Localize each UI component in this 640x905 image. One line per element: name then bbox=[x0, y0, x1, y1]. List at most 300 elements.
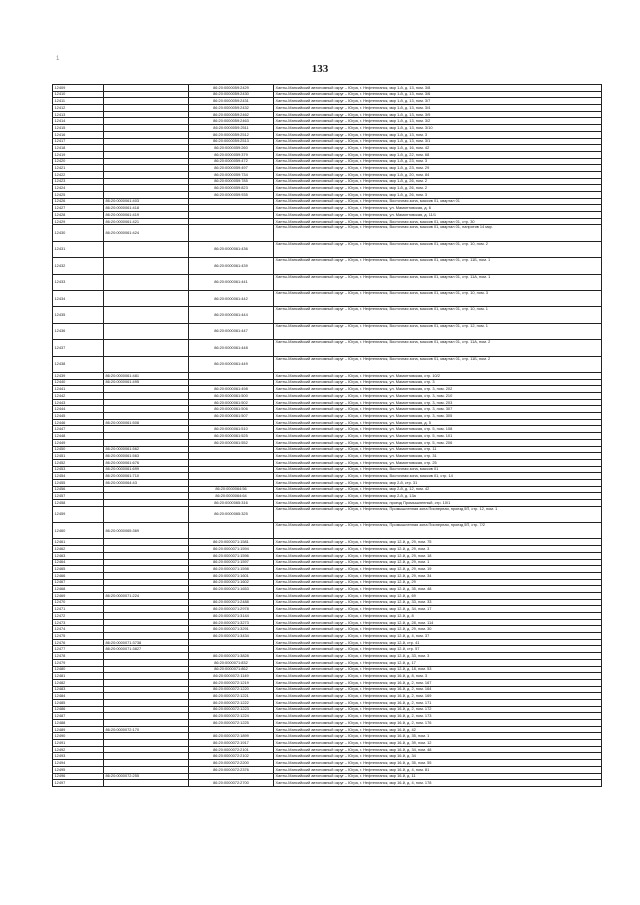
land-plot-cadastral-number bbox=[104, 579, 189, 586]
table-row bbox=[53, 552, 602, 559]
premises-cadastral-number: 86:20:0000059:2429 bbox=[189, 85, 274, 92]
premises-cadastral-number bbox=[189, 466, 274, 473]
premises-cadastral-number: 86:20:0000061:441 bbox=[189, 274, 274, 290]
row-number: 12443 bbox=[53, 399, 104, 406]
premises-cadastral-number: 86:20:0000071:1596 bbox=[189, 552, 274, 559]
address-cell: Ханты-Мансийский автономный округ – Югра, г. Нефтеюганск, мкр 1-й, д. 13, пом. 3/9 bbox=[274, 111, 602, 118]
premises-cadastral-number: 86:20:0000072:1221 bbox=[189, 693, 274, 700]
row-number: 12464 bbox=[53, 559, 104, 566]
address-cell: Ханты-Мансийский автономный округ – Югра, г. Нефтеюганск, мкр 12-й, д. 34, пом. 17 bbox=[274, 606, 602, 613]
land-plot-cadastral-number bbox=[104, 165, 189, 172]
table-row bbox=[53, 158, 602, 165]
table-row bbox=[53, 479, 602, 486]
land-plot-cadastral-number bbox=[104, 185, 189, 192]
land-plot-cadastral-number: 86:20:0000061:563 bbox=[104, 453, 189, 460]
address-cell: Ханты-Мансийский автономный округ – Югра, г. Нефтеюганск, Восточная зона, массив 01, квартал 01, стр. 10, пом. 1 bbox=[274, 307, 602, 323]
address-cell: Ханты-Мансийский автономный округ – Югра, г. Нефтеюганск, мкр 12-й, д. 8 bbox=[274, 613, 602, 620]
address-cell: Ханты-Мансийский автономный округ – Югра, г. Нефтеюганск, мкр 1-й, д. 26, пом. 3 bbox=[274, 192, 602, 199]
premises-cadastral-number: 86:20:0000059:2513 bbox=[189, 138, 274, 145]
row-number: 12484 bbox=[53, 693, 104, 700]
row-number: 12462 bbox=[53, 546, 104, 553]
land-plot-cadastral-number bbox=[104, 500, 189, 507]
address-cell: Ханты-Мансийский автономный округ – Югра, г. Нефтеюганск, мкр 2-й, стр. 31 bbox=[274, 479, 602, 486]
address-cell: Ханты-Мансийский автономный округ – Югра, г. Нефтеюганск, мкр 16-й, д. 2, пом. 167 bbox=[274, 679, 602, 686]
table-row bbox=[53, 679, 602, 686]
table-row bbox=[53, 666, 602, 673]
premises-cadastral-number bbox=[189, 218, 274, 225]
row-number: 12491 bbox=[53, 740, 104, 747]
table-row bbox=[53, 105, 602, 112]
address-cell: Ханты-Мансийский автономный округ – Югра, г. Нефтеюганск, мкр 1-й, д. 13, пом. 3 bbox=[274, 131, 602, 138]
table-row bbox=[53, 406, 602, 413]
address-cell: Ханты-Мансийский автономный округ – Югра, г. Нефтеюганск, мкр 16-й, д. 4, пом. 81 bbox=[274, 766, 602, 773]
address-cell: Ханты-Мансийский автономный округ – Югра, г. Нефтеюганск, ул. Мамонтовская, д. 11/1 bbox=[274, 212, 602, 219]
table-row bbox=[53, 393, 602, 400]
row-number: 12472 bbox=[53, 613, 104, 620]
table-row bbox=[53, 572, 602, 579]
row-number: 12420 bbox=[53, 158, 104, 165]
premises-cadastral-number: 86:20:0000059:785 bbox=[189, 178, 274, 185]
page-number: 133 bbox=[311, 63, 329, 75]
land-plot-cadastral-number bbox=[104, 413, 189, 420]
row-number: 12456 bbox=[53, 486, 104, 493]
land-plot-cadastral-number: 86:20:0000061:419 bbox=[104, 212, 189, 219]
row-number: 12411 bbox=[53, 98, 104, 105]
land-plot-cadastral-number: 86:20:0000061:508 bbox=[104, 419, 189, 426]
land-plot-cadastral-number bbox=[104, 539, 189, 546]
land-plot-cadastral-number bbox=[104, 633, 189, 640]
table-row bbox=[53, 111, 602, 118]
premises-cadastral-number: 86:20:0000072:1223 bbox=[189, 706, 274, 713]
address-cell: Ханты-Мансийский автономный округ – Югра, г. Нефтеюганск, мкр 16-й, д. 2, пом. 169 bbox=[274, 693, 602, 700]
address-cell: Ханты-Мансийский автономный округ – Югра, г. Нефтеюганск, мкр 16-й, д. 2, пом. 164 bbox=[274, 686, 602, 693]
address-cell: Ханты-Мансийский автономный округ – Югра, г. Нефтеюганск, мкр 1-й, д. 13, пом. 3/7 bbox=[274, 98, 602, 105]
row-number: 12413 bbox=[53, 111, 104, 118]
land-plot-cadastral-number: 86:20:0000071:224 bbox=[104, 592, 189, 599]
land-plot-cadastral-number bbox=[104, 323, 189, 339]
address-cell: Ханты-Мансийский автономный округ – Югра, г. Нефтеюганск, мкр 1-й, д. 13, пом. 3/4 bbox=[274, 105, 602, 112]
premises-cadastral-number: 86:20:0000071:1653 bbox=[189, 586, 274, 593]
table-row bbox=[53, 205, 602, 212]
row-number: 12470 bbox=[53, 599, 104, 606]
address-cell: Ханты-Мансийский автономный округ – Югра, г. Нефтеюганск, мкр 1-й, д. 23, пом. 3 bbox=[274, 158, 602, 165]
row-number: 12455 bbox=[53, 479, 104, 486]
table-row bbox=[53, 626, 602, 633]
table-row bbox=[53, 165, 602, 172]
row-number: 12485 bbox=[53, 699, 104, 706]
address-cell: Ханты-Мансийский автономный округ – Югра, г. Нефтеюганск, Восточная зона, массив 01, квартал 01, стр. 12, пом. 1 bbox=[274, 323, 602, 339]
land-plot-cadastral-number: 86:20:0000064:43 bbox=[104, 479, 189, 486]
land-plot-cadastral-number: 86:20:0000061:481 bbox=[104, 372, 189, 379]
address-cell: Ханты-Мансийский автономный округ – Югра, г. Нефтеюганск, мкр 12-й, д. 29, пом. 75 bbox=[274, 539, 602, 546]
premises-cadastral-number: 86:20:0000072:1222 bbox=[189, 699, 274, 706]
land-plot-cadastral-number: 86:20:0000061:421 bbox=[104, 218, 189, 225]
row-number: 12431 bbox=[53, 241, 104, 257]
table-row bbox=[53, 659, 602, 666]
row-number: 12476 bbox=[53, 639, 104, 646]
address-cell: Ханты-Мансийский автономный округ – Югра, г. Нефтеюганск, мкр 12-й, д. 33, пом. 33 bbox=[274, 599, 602, 606]
premises-cadastral-number bbox=[189, 419, 274, 426]
table-row bbox=[53, 706, 602, 713]
address-cell: Ханты-Мансийский автономный округ – Югра, г. Нефтеюганск, Промышленная зона Пионерная, проезд 5П, стр. 12, пом. 1 bbox=[274, 506, 602, 522]
premises-cadastral-number bbox=[189, 646, 274, 653]
land-plot-cadastral-number bbox=[104, 679, 189, 686]
premises-cadastral-number: 86:20:0000072:1149 bbox=[189, 673, 274, 680]
row-number: 12475 bbox=[53, 633, 104, 640]
land-plot-cadastral-number bbox=[104, 559, 189, 566]
address-cell: Ханты-Мансийский автономный округ – Югра, г. Нефтеюганск, мкр 1-й, д. 26, пом. 2 bbox=[274, 178, 602, 185]
row-number: 12482 bbox=[53, 679, 104, 686]
table-row bbox=[53, 613, 602, 620]
premises-cadastral-number bbox=[189, 453, 274, 460]
row-number: 12425 bbox=[53, 192, 104, 199]
address-cell: Ханты-Мансийский автономный округ – Югра, г. Нефтеюганск, мкр 12-й, д. 4, пом. 37 bbox=[274, 633, 602, 640]
land-plot-cadastral-number bbox=[104, 486, 189, 493]
land-plot-cadastral-number bbox=[104, 760, 189, 767]
premises-cadastral-number: 86:20:0000071:1601 bbox=[189, 572, 274, 579]
address-cell: Ханты-Мансийский автономный округ – Югра, г. Нефтеюганск, мкр 16-й, д. 4, пом. 178 bbox=[274, 780, 602, 787]
address-cell: Ханты-Мансийский автономный округ – Югра, г. Нефтеюганск, мкр 1-й, д. 26, пом. 2 bbox=[274, 185, 602, 192]
land-plot-cadastral-number bbox=[104, 111, 189, 118]
premises-cadastral-number: 86:20:0000059:497 bbox=[189, 165, 274, 172]
row-number: 12423 bbox=[53, 178, 104, 185]
address-cell: Ханты-Мансийский автономный округ – Югра, г. Нефтеюганск, мкр 16-й, д. 11 bbox=[274, 773, 602, 780]
land-plot-cadastral-number bbox=[104, 546, 189, 553]
table-row bbox=[53, 291, 602, 307]
address-cell: Ханты-Мансийский автономный округ – Югра, г. Нефтеюганск, ул. Мамонтовская, стр. 3 bbox=[274, 379, 602, 386]
land-plot-cadastral-number bbox=[104, 572, 189, 579]
premises-cadastral-number: 86:20:0000061:436 bbox=[189, 241, 274, 257]
table-row bbox=[53, 218, 602, 225]
land-plot-cadastral-number bbox=[104, 666, 189, 673]
land-plot-cadastral-number bbox=[104, 178, 189, 185]
address-cell: Ханты-Мансийский автономный округ – Югра, г. Нефтеюганск, мкр 12-й, д. 29, пом. 30 bbox=[274, 626, 602, 633]
address-cell: Ханты-Мансийский автономный округ – Югра, г. Нефтеюганск, мкр 1-й, д. 23, пом. 29 bbox=[274, 165, 602, 172]
table-row bbox=[53, 258, 602, 274]
premises-cadastral-number: 86:20:0000065:325 bbox=[189, 506, 274, 522]
row-number: 12409 bbox=[53, 85, 104, 92]
premises-cadastral-number: 86:20:0000072:1220 bbox=[189, 686, 274, 693]
table-row bbox=[53, 386, 602, 393]
table-row bbox=[53, 766, 602, 773]
premises-cadastral-number: 86:20:0000072:1225 bbox=[189, 720, 274, 727]
land-plot-cadastral-number bbox=[104, 158, 189, 165]
address-cell: Ханты-Мансийский автономный округ – Югра, г. Нефтеюганск, Восточная зона, массив 01, квартал 01, напротив 14 мкр. bbox=[274, 225, 602, 241]
table-row bbox=[53, 599, 602, 606]
premises-cadastral-number: 86:20:0000064:64 bbox=[189, 493, 274, 500]
address-cell: Ханты-Мансийский автономный округ – Югра, г. Нефтеюганск, ул. Мамонтовская, стр. 3, пом. 305 bbox=[274, 413, 602, 420]
land-plot-cadastral-number bbox=[104, 706, 189, 713]
row-number: 12468 bbox=[53, 586, 104, 593]
table-row bbox=[53, 753, 602, 760]
land-plot-cadastral-number bbox=[104, 439, 189, 446]
premises-cadastral-number: 86:20:0000072:1219 bbox=[189, 679, 274, 686]
row-number: 12467 bbox=[53, 579, 104, 586]
row-number: 12477 bbox=[53, 646, 104, 653]
row-number: 12454 bbox=[53, 473, 104, 480]
row-number: 12440 bbox=[53, 379, 104, 386]
table-row bbox=[53, 419, 602, 426]
land-plot-cadastral-number bbox=[104, 613, 189, 620]
premises-cadastral-number bbox=[189, 459, 274, 466]
premises-cadastral-number: 86:20:0000061:444 bbox=[189, 307, 274, 323]
premises-cadastral-number bbox=[189, 726, 274, 733]
row-number: 12486 bbox=[53, 706, 104, 713]
row-number: 12437 bbox=[53, 340, 104, 356]
address-cell: Ханты-Мансийский автономный округ – Югра, г. Нефтеюганск, мкр 12-й, стр. 57 bbox=[274, 646, 602, 653]
land-plot-cadastral-number bbox=[104, 118, 189, 125]
address-cell: Ханты-Мансийский автономный округ – Югра, г. Нефтеюганск, Восточная зона, массив 01, квартал 01, стр. 30 bbox=[274, 218, 602, 225]
table-row bbox=[53, 586, 602, 593]
land-plot-cadastral-number: 86:20:0000061:495 bbox=[104, 379, 189, 386]
table-row bbox=[53, 493, 602, 500]
table-row bbox=[53, 466, 602, 473]
address-cell: Ханты-Мансийский автономный округ – Югра, г. Нефтеюганск, мкр 1-й, д. 13, пом. 3/10 bbox=[274, 125, 602, 132]
premises-cadastral-number: 86:20:0000061:510 bbox=[189, 426, 274, 433]
premises-cadastral-number: 86:20:0000061:442 bbox=[189, 291, 274, 307]
premises-cadastral-number bbox=[189, 523, 274, 539]
premises-cadastral-number: 86:20:0000059:935 bbox=[189, 192, 274, 199]
land-plot-cadastral-number: 86:20:0000061:403 bbox=[104, 198, 189, 205]
land-plot-cadastral-number: 86:20:0000072:255 bbox=[104, 773, 189, 780]
land-plot-cadastral-number: 86:20:0000071:3827 bbox=[104, 646, 189, 653]
premises-cadastral-number: 86:20:0000061:525 bbox=[189, 433, 274, 440]
premises-cadastral-number: 86:20:0000059:2512 bbox=[189, 131, 274, 138]
table-row bbox=[53, 125, 602, 132]
address-cell: Ханты-Мансийский автономный округ – Югра, г. Нефтеюганск, мкр 12-й, д. 33, пом. 3 bbox=[274, 653, 602, 660]
premises-cadastral-number: 86:20:0000061:507 bbox=[189, 413, 274, 420]
land-plot-cadastral-number bbox=[104, 659, 189, 666]
table-row bbox=[53, 145, 602, 152]
address-cell: Ханты-Мансийский автономный округ – Югра, г. Нефтеюганск, Восточная зона, массив 01, квартал 01, стр. 10, пом. 2 bbox=[274, 241, 602, 257]
land-plot-cadastral-number bbox=[104, 393, 189, 400]
land-plot-cadastral-number: 86:20:0000072:170 bbox=[104, 726, 189, 733]
premises-cadastral-number: 86:20:0000059:2430 bbox=[189, 91, 274, 98]
land-plot-cadastral-number bbox=[104, 693, 189, 700]
row-number: 12410 bbox=[53, 91, 104, 98]
premises-cadastral-number: 86:20:0000059:2432 bbox=[189, 105, 274, 112]
premises-cadastral-number: 86:20:0000072:2376 bbox=[189, 766, 274, 773]
table-row bbox=[53, 646, 602, 653]
table-row bbox=[53, 131, 602, 138]
table-row bbox=[53, 399, 602, 406]
table-row bbox=[53, 433, 602, 440]
table-row bbox=[53, 185, 602, 192]
premises-cadastral-number: 86:20:0000072:2102 bbox=[189, 753, 274, 760]
land-plot-cadastral-number bbox=[104, 291, 189, 307]
row-number: 12432 bbox=[53, 258, 104, 274]
table-row bbox=[53, 459, 602, 466]
table-row bbox=[53, 356, 602, 372]
table-row bbox=[53, 720, 602, 727]
address-cell: Ханты-Мансийский автономный округ – Югра, г. Нефтеюганск, Восточная зона, массив 01, квартал 01, стр. 11Б, пом. 2 bbox=[274, 356, 602, 372]
table-row bbox=[53, 546, 602, 553]
table-row bbox=[53, 307, 602, 323]
row-number: 12483 bbox=[53, 686, 104, 693]
row-number: 12433 bbox=[53, 274, 104, 290]
land-plot-cadastral-number bbox=[104, 653, 189, 660]
table-row bbox=[53, 606, 602, 613]
land-plot-cadastral-number bbox=[104, 686, 189, 693]
address-cell: Ханты-Мансийский автономный округ – Югра, г. Нефтеюганск, мкр 16-й, д. 34, пом. 48 bbox=[274, 746, 602, 753]
row-number: 12481 bbox=[53, 673, 104, 680]
address-cell: Ханты-Мансийский автономный округ – Югра, г. Нефтеюганск, мкр 12-й, д. 69 bbox=[274, 592, 602, 599]
row-number: 12461 bbox=[53, 539, 104, 546]
row-number: 12441 bbox=[53, 386, 104, 393]
table-row bbox=[53, 453, 602, 460]
land-plot-cadastral-number bbox=[104, 753, 189, 760]
address-cell: Ханты-Мансийский автономный округ – Югра, г. Нефтеюганск, Восточная зона, массив 01 bbox=[274, 466, 602, 473]
address-cell: Ханты-Мансийский автономный округ – Югра, г. Нефтеюганск, ул. Мамонтовская, стр. 11 bbox=[274, 446, 602, 453]
table-row bbox=[53, 633, 602, 640]
table-row bbox=[53, 760, 602, 767]
address-cell: Ханты-Мансийский автономный округ – Югра, г. Нефтеюганск, мкр 12-й, стр. 41 bbox=[274, 639, 602, 646]
land-plot-cadastral-number: 86:20:0000061:562 bbox=[104, 446, 189, 453]
table-row bbox=[53, 673, 602, 680]
premises-cadastral-number bbox=[189, 379, 274, 386]
land-plot-cadastral-number bbox=[104, 399, 189, 406]
address-cell: Ханты-Мансийский автономный округ – Югра, г. Нефтеюганск, ул. Мамонтовская, стр. 10/2 bbox=[274, 372, 602, 379]
address-cell: Ханты-Мансийский автономный округ – Югра, г. Нефтеюганск, Восточная зона, массив 01, квартал 01, стр. 11Б, пом. 1 bbox=[274, 258, 602, 274]
row-number: 12451 bbox=[53, 453, 104, 460]
address-cell: Ханты-Мансийский автономный округ – Югра, г. Нефтеюганск, мкр 12-й, д. 29, пом. 34 bbox=[274, 572, 602, 579]
premises-cadastral-number bbox=[189, 446, 274, 453]
row-number: 12439 bbox=[53, 372, 104, 379]
address-cell: Ханты-Мансийский автономный округ – Югра, г. Нефтеюганск, мкр 16-й, д. 35, пом. 55 bbox=[274, 760, 602, 767]
row-number: 12430 bbox=[53, 225, 104, 241]
address-cell: Ханты-Мансийский автономный округ – Югра, г. Нефтеюганск, мкр 12-й, д. 28, пом. 114 bbox=[274, 619, 602, 626]
table-row bbox=[53, 171, 602, 178]
address-cell: Ханты-Мансийский автономный округ – Югра, г. Нефтеюганск, Восточная зона, массив 01, квартал 01, стр. 11А, пом. 1 bbox=[274, 274, 602, 290]
premises-cadastral-number: 86:20:0000071:2488 bbox=[189, 599, 274, 606]
address-cell: Ханты-Мансийский автономный округ – Югра, г. Нефтеюганск, Промышленная зона Пионерная, проезд 5П, стр. 7/2 bbox=[274, 523, 602, 539]
premises-cadastral-number bbox=[189, 205, 274, 212]
address-cell: Ханты-Мансийский автономный округ – Югра, г. Нефтеюганск, ул. Мамонтовская, стр. 5, пом. 101 bbox=[274, 433, 602, 440]
address-cell: Ханты-Мансийский автономный округ – Югра, г. Нефтеюганск, мкр 12-й, д. 29, пом. 19 bbox=[274, 566, 602, 573]
margin-mark: 1 bbox=[56, 56, 60, 62]
row-number: 12421 bbox=[53, 165, 104, 172]
table-row bbox=[53, 773, 602, 780]
premises-cadastral-number: 86:20:0000059:2431 bbox=[189, 98, 274, 105]
address-cell: Ханты-Мансийский автономный округ – Югра, г. Нефтеюганск, Восточная зона, массив 01, квартал 01 bbox=[274, 198, 602, 205]
row-number: 12412 bbox=[53, 105, 104, 112]
row-number: 12480 bbox=[53, 666, 104, 673]
row-number: 12478 bbox=[53, 653, 104, 660]
table-row bbox=[53, 699, 602, 706]
row-number: 12416 bbox=[53, 131, 104, 138]
row-number: 12458 bbox=[53, 500, 104, 507]
premises-cadastral-number: 86:20:0000061:448 bbox=[189, 340, 274, 356]
table-row bbox=[53, 500, 602, 507]
table-row bbox=[53, 486, 602, 493]
premises-cadastral-number: 86:20:0000059:2511 bbox=[189, 125, 274, 132]
land-plot-cadastral-number: 86:20:0000065:369 bbox=[104, 523, 189, 539]
row-number: 12469 bbox=[53, 592, 104, 599]
address-cell: Ханты-Мансийский автономный округ – Югра, г. Нефтеюганск, мкр 2-й, д. 13а bbox=[274, 493, 602, 500]
row-number: 12442 bbox=[53, 393, 104, 400]
premises-cadastral-number: 86:20:0000061:447 bbox=[189, 323, 274, 339]
land-plot-cadastral-number bbox=[104, 626, 189, 633]
row-number: 12418 bbox=[53, 145, 104, 152]
address-cell: Ханты-Мансийский автономный округ – Югра, г. Нефтеюганск, мкр 1-й, д. 13, пом. 3/1 bbox=[274, 138, 602, 145]
land-plot-cadastral-number: 86:20:0000061:418 bbox=[104, 205, 189, 212]
premises-cadastral-number: 86:20:0000071:1602 bbox=[189, 579, 274, 586]
address-cell: Ханты-Мансийский автономный округ – Югра, г. Нефтеюганск, ул. Мамонтовская, д. 5 bbox=[274, 419, 602, 426]
row-number: 12436 bbox=[53, 323, 104, 339]
address-cell: Ханты-Мансийский автономный округ – Югра, г. Нефтеюганск, ул. Мамонтовская, стр. 5, пом. 108 bbox=[274, 426, 602, 433]
table-row bbox=[53, 592, 602, 599]
land-plot-cadastral-number bbox=[104, 780, 189, 787]
address-cell: Ханты-Мансийский автономный округ – Югра, г. Нефтеюганск, ул. Мамонтовская, стр. 5, пом. 206 bbox=[274, 439, 602, 446]
land-plot-cadastral-number bbox=[104, 493, 189, 500]
land-plot-cadastral-number bbox=[104, 506, 189, 522]
premises-cadastral-number: 86:20:0000059:379 bbox=[189, 151, 274, 158]
table-row bbox=[53, 780, 602, 787]
table-row bbox=[53, 539, 602, 546]
land-plot-cadastral-number bbox=[104, 566, 189, 573]
address-cell: Ханты-Мансийский автономный округ – Югра, г. Нефтеюганск, мкр 2-й, д. 12, пом. 42 bbox=[274, 486, 602, 493]
address-cell: Ханты-Мансийский автономный округ – Югра, г. Нефтеюганск, мкр 1-й, д. 22, пом. 68 bbox=[274, 151, 602, 158]
cadastral-register-table bbox=[52, 84, 602, 787]
premises-cadastral-number: 86:20:0000064:56 bbox=[189, 486, 274, 493]
row-number: 12497 bbox=[53, 780, 104, 787]
premises-cadastral-number bbox=[189, 225, 274, 241]
premises-cadastral-number bbox=[189, 372, 274, 379]
row-number: 12494 bbox=[53, 760, 104, 767]
land-plot-cadastral-number bbox=[104, 733, 189, 740]
land-plot-cadastral-number bbox=[104, 552, 189, 559]
row-number: 12487 bbox=[53, 713, 104, 720]
land-plot-cadastral-number bbox=[104, 85, 189, 92]
row-number: 12492 bbox=[53, 746, 104, 753]
premises-cadastral-number: 86:20:0000059:823 bbox=[189, 185, 274, 192]
table-row bbox=[53, 579, 602, 586]
table-row bbox=[53, 372, 602, 379]
table-row bbox=[53, 192, 602, 199]
address-cell: Ханты-Мансийский автономный округ – Югра, г. Нефтеюганск, ул. Мамонтовская, стр. 3, пом. 202 bbox=[274, 386, 602, 393]
row-number: 12457 bbox=[53, 493, 104, 500]
premises-cadastral-number: 86:20:0000072:1224 bbox=[189, 713, 274, 720]
table-row bbox=[53, 138, 602, 145]
table-row bbox=[53, 379, 602, 386]
row-number: 12447 bbox=[53, 426, 104, 433]
address-cell: Ханты-Мансийский автономный округ – Югра, г. Нефтеюганск, мкр 12-й, д. 35, пом. 48 bbox=[274, 586, 602, 593]
premises-cadastral-number: 86:20:0000072:2700 bbox=[189, 780, 274, 787]
premises-cadastral-number: 86:20:0000061:502 bbox=[189, 399, 274, 406]
address-cell: Ханты-Мансийский автономный округ – Югра, г. Нефтеюганск, ул. Мамонтовская, д. 6 bbox=[274, 205, 602, 212]
land-plot-cadastral-number bbox=[104, 105, 189, 112]
land-plot-cadastral-number bbox=[104, 145, 189, 152]
table-row bbox=[53, 726, 602, 733]
row-number: 12429 bbox=[53, 218, 104, 225]
table-row bbox=[53, 686, 602, 693]
address-cell: Ханты-Мансийский автономный округ – Югра, г. Нефтеюганск, мкр 1-й, д. 16, пом. 42 bbox=[274, 145, 602, 152]
row-number: 12417 bbox=[53, 138, 104, 145]
table-row bbox=[53, 323, 602, 339]
table-row bbox=[53, 639, 602, 646]
row-number: 12446 bbox=[53, 419, 104, 426]
table-row bbox=[53, 225, 602, 241]
table-row bbox=[53, 85, 602, 92]
row-number: 12450 bbox=[53, 446, 104, 453]
land-plot-cadastral-number: 86:20:0000061:676 bbox=[104, 459, 189, 466]
address-cell: Ханты-Мансийский автономный округ – Югра, г. Нефтеюганск, ул. Мамонтовская, стр. 3, пом. 210 bbox=[274, 393, 602, 400]
address-cell: Ханты-Мансийский автономный округ – Югра, г. Нефтеюганск, ул. Мамонтовская, стр. 25 bbox=[274, 459, 602, 466]
address-cell: Ханты-Мансийский автономный округ – Югра, г. Нефтеюганск, мкр 12-й, д. 17 bbox=[274, 659, 602, 666]
table-row bbox=[53, 198, 602, 205]
premises-cadastral-number: 86:20:0000071:1594 bbox=[189, 546, 274, 553]
table-row bbox=[53, 241, 602, 257]
